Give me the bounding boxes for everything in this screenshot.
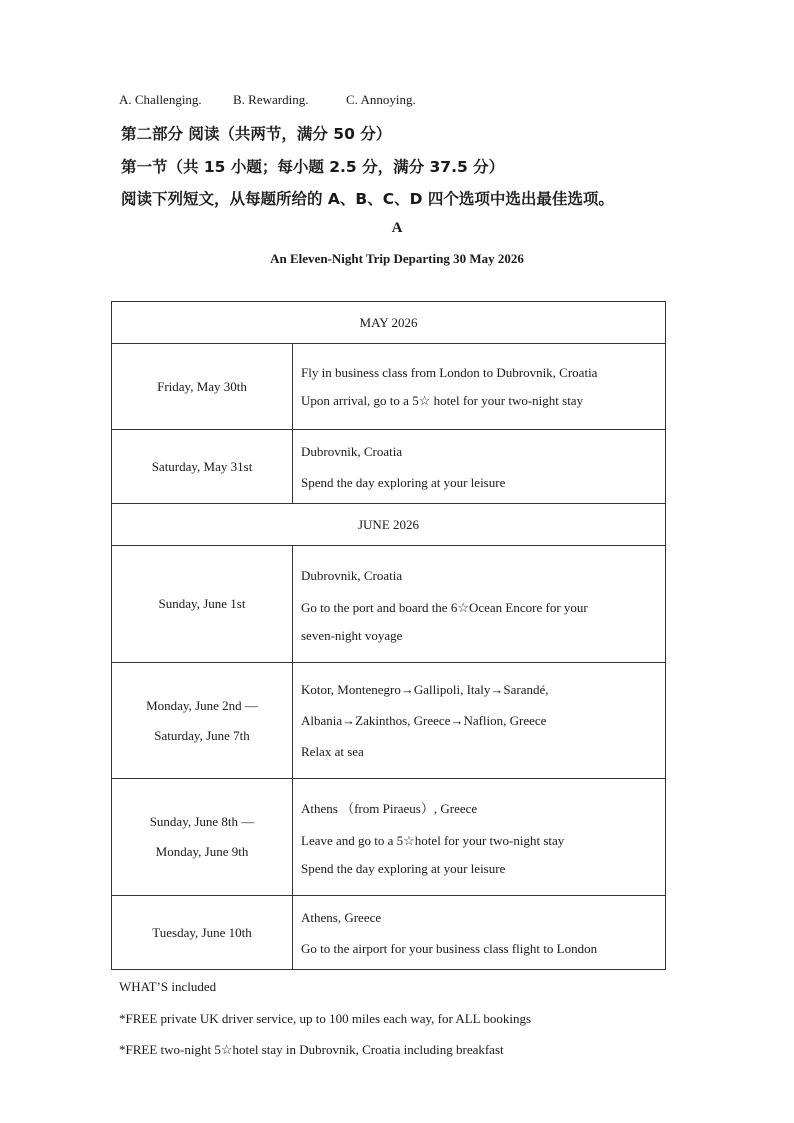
detail-line: Relax at sea (301, 744, 364, 759)
detail-line: Dubrovnik, Croatia (301, 568, 403, 583)
included-item: *FREE private UK driver service, up to 100 miles each way, for ALL bookings (119, 1011, 532, 1026)
date-line: Saturday, June 7th (154, 727, 250, 743)
itinerary-table (111, 301, 666, 970)
question-options (119, 92, 416, 108)
detail-line: Fly in business class from London to Dubrovnik, Croatia (301, 364, 598, 380)
date-cell (112, 779, 293, 896)
itinerary-row (112, 663, 666, 779)
detail-line: Upon arrival, go to a 5☆ hotel for your two-night stay (301, 392, 584, 408)
detail-cell (293, 546, 666, 663)
option-a: A. Challenging. (119, 92, 202, 107)
detail-cell (293, 430, 666, 504)
detail-line: Leave and go to a 5☆hotel for your two-night stay (301, 833, 565, 848)
section-heading: 第二部分 阅读（共两节，满分 50 分） (121, 125, 392, 143)
itinerary-row (112, 546, 666, 663)
detail-line: Albania→Zakinthos, Greece→Naflion, Greece (301, 713, 547, 728)
detail-line: seven-night voyage (301, 628, 403, 643)
month-row-may (112, 302, 666, 344)
date-line: Friday, May 30th (157, 378, 247, 394)
date-line: Sunday, June 8th — (149, 814, 255, 829)
detail-line: Athens （from Piraeus）, Greece (301, 801, 478, 816)
detail-line: Athens, Greece (301, 909, 382, 925)
instructions: 阅读下列短文，从每题所给的 A、B、C、D 四个选项中选出最佳选项。 (121, 190, 614, 208)
included-item: *FREE two-night 5☆hotel stay in Dubrovnik, Croatia including breakfast (119, 1042, 504, 1057)
detail-cell (293, 344, 666, 430)
option-c: C. Annoying. (346, 92, 416, 107)
detail-line: Go to the port and board the 6☆Ocean Encore for your (301, 600, 588, 615)
month-row-june (112, 504, 666, 546)
passage-title: An Eleven-Night Trip Departing 30 May 2026 (270, 251, 524, 266)
itinerary-row (112, 896, 666, 970)
detail-line: Go to the airport for your business class flight to London (301, 940, 598, 956)
itinerary-row (112, 344, 666, 430)
included-heading: WHAT’S included (119, 979, 217, 994)
detail-cell (293, 663, 666, 779)
detail-cell (293, 779, 666, 896)
date-line: Monday, June 2nd — (146, 697, 258, 713)
date-line: Monday, June 9th (155, 844, 249, 859)
date-line: Sunday, June 1st (158, 596, 246, 611)
itinerary-row (112, 779, 666, 896)
month-header: MAY 2026 (112, 302, 666, 344)
passage-label: A (391, 220, 403, 236)
date-cell (112, 663, 293, 779)
date-cell (112, 430, 293, 504)
date-cell (112, 546, 293, 663)
detail-line: Spend the day exploring at your leisure (301, 861, 506, 876)
option-b: B. Rewarding. (233, 92, 309, 107)
date-line: Saturday, May 31st (151, 458, 253, 474)
subsection-heading: 第一节（共 15 小题；每小题 2.5 分，满分 37.5 分） (121, 158, 505, 176)
date-cell (112, 896, 293, 970)
detail-cell (293, 896, 666, 970)
itinerary-row (112, 430, 666, 504)
date-line: Tuesday, June 10th (152, 924, 252, 940)
date-cell (112, 344, 293, 430)
detail-line: Dubrovnik, Croatia (301, 443, 403, 459)
detail-line: Kotor, Montenegro→Gallipoli, Italy→Sarandé, (301, 682, 549, 697)
month-header: JUNE 2026 (112, 504, 666, 546)
detail-line: Spend the day exploring at your leisure (301, 474, 506, 490)
